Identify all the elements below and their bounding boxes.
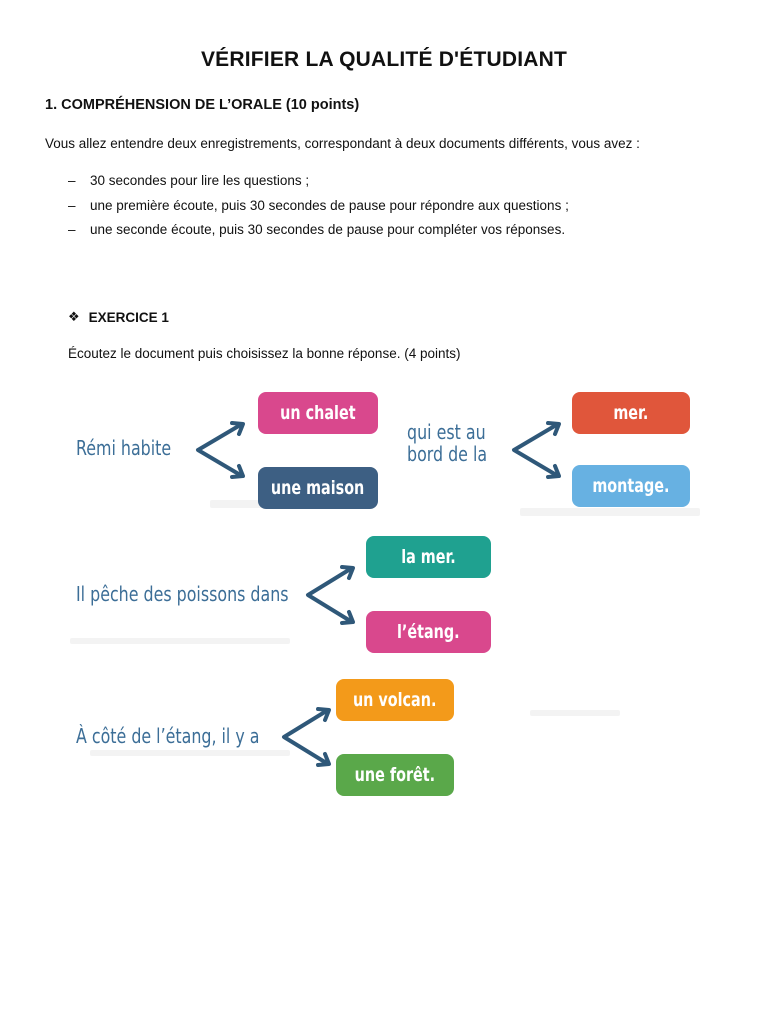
option-label: un volcan. <box>353 689 437 711</box>
branch-arrow-icon <box>192 420 248 480</box>
list-item <box>68 173 569 198</box>
dash-marker: – <box>68 222 76 237</box>
exercise-figure <box>60 380 710 810</box>
stem-text: Il pêche des poissons dans <box>76 582 289 606</box>
answer-option[interactable] <box>572 465 690 507</box>
option-label: un chalet <box>280 402 356 424</box>
dash-marker: – <box>68 197 76 213</box>
branch-arrow-icon <box>302 564 358 626</box>
branch-arrow-icon <box>508 420 564 480</box>
stem-text: Rémi habite <box>76 436 172 460</box>
answer-option[interactable] <box>336 679 454 721</box>
answer-option[interactable] <box>366 611 491 653</box>
list-item-text: une première écoute, puis 30 secondes de pause pour répondre aux questions ; <box>90 197 569 213</box>
list-item <box>68 198 569 223</box>
list-item-text: une seconde écoute, puis 30 secondes de pause pour compléter vos réponses. <box>90 222 566 237</box>
instructions-list <box>68 173 569 247</box>
option-label: montage. <box>592 475 670 497</box>
option-label: une maison <box>271 477 365 499</box>
stem-line: bord de la <box>407 441 488 466</box>
answer-option[interactable] <box>258 467 378 509</box>
diamond-bullet-icon: ❖ <box>68 309 80 324</box>
exercise-heading-text: EXERCICE 1 <box>88 309 169 325</box>
answer-option[interactable] <box>366 536 491 578</box>
stem-text: À côté de l’étang, il y a <box>76 724 260 748</box>
exercise-heading <box>68 309 169 325</box>
intro-text: Vous allez entendre deux enregistrements, correspondant à deux documents différents, vous avez : <box>45 136 640 151</box>
option-label: la mer. <box>401 546 456 568</box>
answer-option[interactable] <box>336 754 454 796</box>
list-item <box>68 222 569 247</box>
option-label: l’étang. <box>397 621 460 643</box>
scan-smudge <box>90 750 290 756</box>
dash-marker: – <box>68 173 76 188</box>
scan-smudge <box>530 710 620 716</box>
stem-line: qui est au <box>407 420 486 444</box>
section-heading: 1. COMPRÉHENSION DE L’ORALE (10 points) <box>45 97 360 113</box>
scan-smudge <box>70 638 290 644</box>
scan-smudge <box>520 508 700 516</box>
exercise-instruction: Écoutez le document puis choisissez la bonne réponse. (4 points) <box>68 346 461 361</box>
option-label: mer. <box>613 402 649 424</box>
branch-arrow-icon <box>278 706 334 768</box>
option-label: une forêt. <box>354 764 436 786</box>
answer-option[interactable] <box>258 392 378 434</box>
answer-option[interactable] <box>572 392 690 434</box>
list-item-text: 30 secondes pour lire les questions ; <box>90 173 310 188</box>
page-title: VÉRIFIER LA QUALITÉ D'ÉTUDIANT <box>200 48 568 71</box>
stem-text <box>407 422 487 465</box>
